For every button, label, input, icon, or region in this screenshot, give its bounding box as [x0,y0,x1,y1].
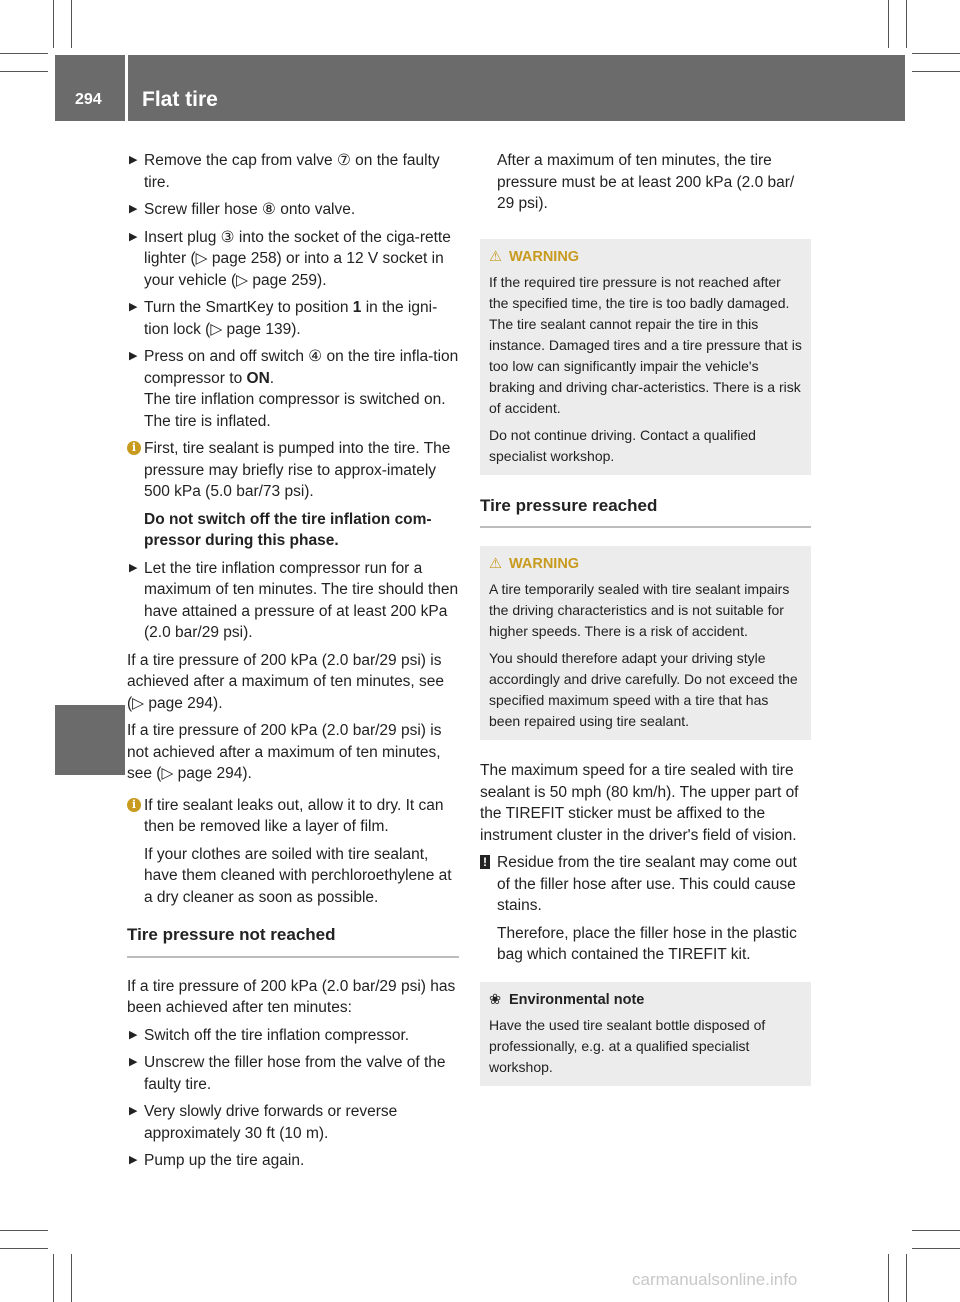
environmental-title [489,990,803,1011]
arrow-icon: ▶ [129,203,138,215]
arrow-icon: ▶ [129,230,138,243]
crop-mark [906,1254,907,1302]
step-text: Insert plug ③ into the socket of the ciga-rette lighter (▷ page 258) or into a 12 V socket in your vehicle (▷ page 259). [144,228,451,289]
step [127,1101,459,1144]
crop-mark [0,1230,48,1231]
left-column [127,150,459,1178]
switch-state: ON [246,369,270,387]
step-text: in the igni-tion lock (▷ page 139). [144,299,438,338]
warning-icon: ⚠ [489,248,502,265]
warning-title [489,554,803,575]
side-tab-label: Breakdown assistance [80,473,103,700]
arrow-icon: ▶ [129,301,138,313]
step [127,297,459,340]
side-tab-block [55,705,125,775]
step [127,150,459,193]
step-text: Switch off the tire inflation compressor. [144,1026,410,1044]
page-number: 294 [75,91,102,108]
crop-mark [912,71,960,72]
info-emphasis: Do not switch off the tire inflation com-pressor during this phase. [144,510,432,549]
warning-text: You should therefore adapt your driving style accordingly and drive carefully. Do not exceed the specified maximum speed with a tire that has been repaired using tire sealant. [489,650,798,729]
crop-mark [906,0,907,48]
step [127,1052,459,1095]
crop-mark [0,1248,48,1249]
leaf-icon: ❀ [489,991,502,1008]
step-text: Remove the cap from valve ⑦ on the faulty tire. [144,152,440,191]
step-text: Very slowly drive forwards or reverse approximately 30 ft (10 m). [144,1103,398,1142]
crop-mark [912,1230,960,1231]
page-title: Flat tire [142,88,218,111]
info-icon: i [127,798,141,812]
crop-mark [71,0,72,48]
warning-label: WARNING [509,248,580,265]
warning-label: WARNING [509,556,580,572]
step [127,227,459,292]
step-text: Pump up the tire again. [144,1152,305,1169]
warning-text: A tire temporarily sealed with tire sealant impairs the driving characteristics and is not suitable for higher speeds. There is a risk of accident. [489,581,790,639]
environmental-label: Environmental note [509,991,645,1008]
right-column [480,150,811,1106]
crop-mark [912,1248,960,1249]
step-text: Screw filler hose ⑧ onto valve. [144,201,356,218]
step-text: . [269,369,275,387]
header-separator [125,55,128,121]
paragraph: If a tire pressure of 200 kPa (2.0 bar/29 psi) is achieved after a maximum of ten minutes, see (▷ page 294). [127,651,445,712]
step-text: Press on and off switch ④ on the tire infla-tion compressor to [144,348,459,387]
section-heading: Tire pressure not reached [127,924,459,958]
info-icon: i [127,441,141,455]
step-text: Turn the SmartKey to position [144,299,353,316]
watermark: carmanualsonline.info [632,1270,798,1289]
warning-text: Do not continue driving. Contact a qualified specialist workshop. [489,426,756,464]
note-text: Residue from the tire sealant may come out of the filler hose after use. This could cause stains. [497,854,797,914]
step [127,199,459,221]
arrow-icon: ▶ [129,1056,138,1068]
step [127,558,459,644]
paragraph: If a tire pressure of 200 kPa (2.0 bar/29 psi) is not achieved after a maximum of ten minutes, see (▷ page 294). [127,722,442,782]
warning-box [480,239,811,475]
note-text: Therefore, place the filler hose in the plastic bag which contained the TIREFIT kit. [497,924,797,963]
step-result: After a maximum of ten minutes, the tire pressure must be at least 200 kPa (2.0 bar/ 29 psi). [497,152,795,212]
crop-mark [53,0,54,48]
environmental-text: Have the used tire sealant bottle disposed of professionally, e.g. at a qualified specialist workshop. [489,1016,766,1075]
info-text: If your clothes are soiled with tire sealant, have them cleaned with perchloroethylene at a dry cleaner as soon as possible. [144,845,452,906]
paragraph: The maximum speed for a tire sealed with tire sealant is 50 mph (80 km/h). The upper part of the TIREFIT sticker must be affixed to the instrument cluster in the driver's field of vision. [480,762,799,844]
arrow-icon: ▶ [129,154,138,166]
paragraph: If a tire pressure of 200 kPa (2.0 bar/29 psi) has been achieved after ten minutes: [127,977,456,1016]
arrow-icon: ▶ [129,1154,138,1166]
warning-text: If the required tire pressure is not reached after the specified time, the tire is too badly damaged. The tire sealant cannot repair the tire in this instance. Damaged tires and a tire pressure that is too low can significantly impair the vehicle's braking and driving char-acteristics. There is a risk of accident. [489,273,802,416]
warning-title [489,247,803,268]
step-text: Unscrew the filler hose from the valve of the faulty tire. [144,1054,446,1093]
step [127,346,459,432]
arrow-icon: ▶ [129,350,138,362]
step-text: Let the tire inflation compressor run for a maximum of ten minutes. The tire should then have attained a pressure of at least 200 kPa (2.0 bar/29 psi). [144,559,459,641]
section-heading: Tire pressure reached [480,495,811,529]
crop-mark [71,1254,72,1302]
warning-box [480,546,811,740]
step [127,1025,459,1047]
info-note [127,438,459,503]
crop-mark [912,53,960,54]
step-result: The tire inflation compressor is switched on. The tire is inflated. [144,391,446,430]
crop-mark [888,0,889,48]
crop-mark [53,1254,54,1302]
info-note [127,795,459,838]
arrow-icon: ▶ [129,1105,138,1117]
info-text: If tire sealant leaks out, allow it to dry. It can then be removed like a layer of film. [144,796,444,835]
material-damage-note [480,852,811,917]
exclamation-icon: ! [480,855,490,869]
crop-mark [888,1254,889,1302]
crop-mark [0,71,48,72]
arrow-icon: ▶ [129,561,138,574]
environmental-note-box [480,982,811,1086]
warning-icon: ⚠ [489,556,502,572]
crop-mark [0,53,48,54]
step [127,1150,459,1172]
arrow-icon: ▶ [129,1028,138,1041]
key-position: 1 [352,299,362,316]
info-text: First, tire sealant is pumped into the tire. The pressure may briefly rise to approx-imately 500 kPa (5.0 bar/73 psi). [144,440,451,500]
